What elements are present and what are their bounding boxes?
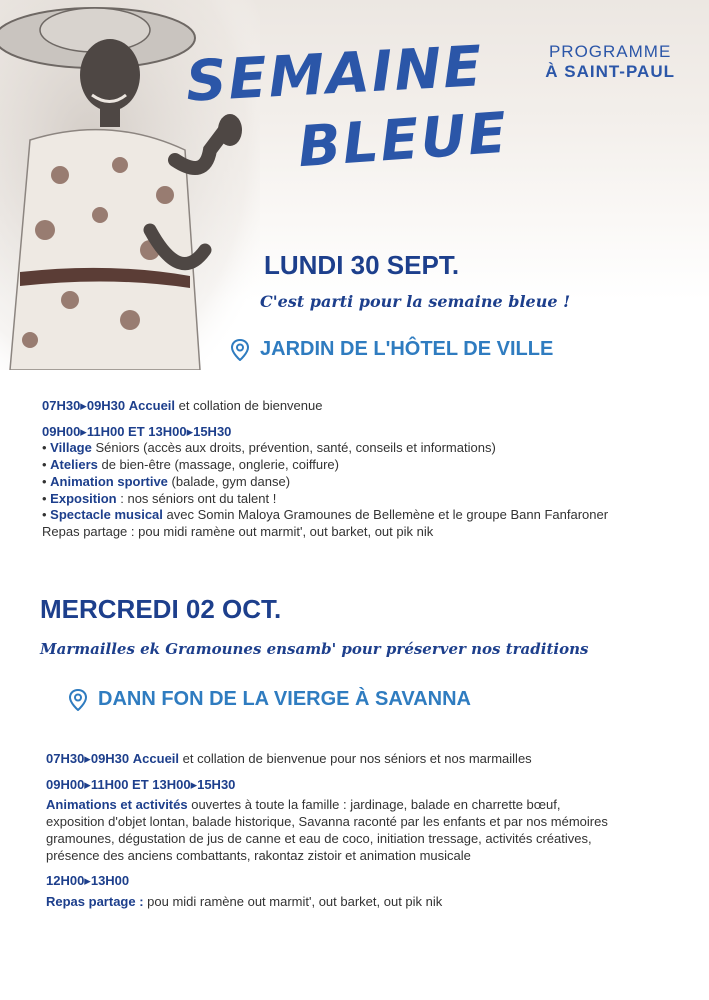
- program-tag: [545, 42, 675, 82]
- day2-venue-label: DANN FON DE LA VIERGE À SAVANNA: [98, 688, 471, 710]
- day2-session-time: 09H00▸11H00 ET 13H00▸15H30: [46, 776, 236, 792]
- day2-meal-time: 12H00▸13H00: [46, 873, 130, 889]
- list-item: • Spectacle musical avec Somin Maloya Gramounes de Bellemène et le groupe Bann Fanfaroner: [42, 507, 609, 523]
- day2-activities: Animations et activités ouvertes à toute la famille : jardinage, balade en charrette bœuf,: [46, 797, 561, 813]
- day2-welcome-line: [46, 751, 686, 768]
- event-title-line2: BLEUE: [295, 100, 511, 181]
- list-item: • Animation sportive (balade, gym danse): [42, 473, 291, 489]
- list-item: • Exposition : nos séniors ont du talent !: [42, 490, 277, 506]
- day2-activities-line: gramounes, dégustation de jus de canne et eau de coco, initiation tressage, activités créatives,: [46, 830, 592, 846]
- event-title: [178, 34, 511, 182]
- day1-session-time: 09H00▸11H00 ET 13H00▸15H30: [42, 423, 232, 439]
- map-pin-icon: [68, 689, 88, 711]
- event-title-line1: SEMAINE: [184, 34, 486, 115]
- day1-tagline: C'est parti pour la semaine bleue !: [260, 292, 571, 311]
- day2-welcome-time: 07H30▸09H30: [46, 751, 130, 766]
- day2-schedule: [46, 751, 686, 911]
- day1-meal: Repas partage : pou midi ramène out marmit', out barket, out pik nik: [42, 523, 434, 539]
- day2-activities-line: présence des anciens combattants, rakontaz zistoir et animation musicale: [46, 847, 471, 863]
- day2-venue: [68, 688, 471, 711]
- program-place: À SAINT-PAUL: [545, 62, 675, 81]
- day2-heading: MERCREDI 02 OCT.: [40, 594, 282, 624]
- day1-welcome-line: [42, 398, 682, 415]
- day2-meal: Repas partage : pou midi ramène out marmit', out barket, out pik nik: [46, 893, 443, 909]
- day2-tagline: Marmailles ek Gramounes ensamb' pour préserver nos traditions: [40, 640, 589, 658]
- day1-welcome-text: et collation de bienvenue: [175, 398, 323, 413]
- day1-heading: LUNDI 30 SEPT.: [264, 250, 460, 280]
- day1-welcome-time: 07H30▸09H30: [42, 398, 126, 413]
- day1-venue-label: JARDIN DE L'HÔTEL DE VILLE: [260, 338, 554, 360]
- day1-welcome-title: Accueil: [128, 398, 176, 413]
- day2-welcome-title: Accueil: [132, 751, 180, 766]
- day1-schedule: [42, 398, 682, 541]
- day2-welcome-text: et collation de bienvenue pour nos séniors et nos marmailles: [179, 751, 532, 766]
- list-item: • Village Séniors (accès aux droits, prévention, santé, conseils et informations): [42, 440, 496, 456]
- day2-activities-line: exposition d'objet lontan, balade historique, Savanna raconté par les enfants et par nos mémoires: [46, 814, 608, 830]
- program-label: PROGRAMME: [548, 42, 672, 61]
- list-item: • Ateliers de bien-être (massage, onglerie, coiffure): [42, 457, 339, 473]
- map-pin-icon: [230, 339, 250, 361]
- day1-venue: [230, 338, 553, 361]
